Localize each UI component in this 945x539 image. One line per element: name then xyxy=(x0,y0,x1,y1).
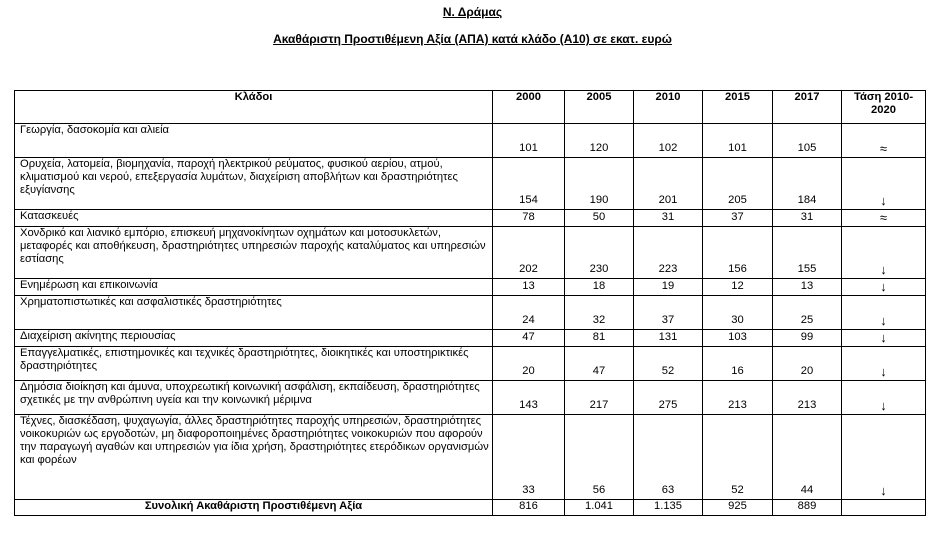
table-cell: 20 xyxy=(493,347,565,381)
table-cell: 101 xyxy=(703,124,773,158)
table-cell: 30 xyxy=(703,296,773,330)
table-cell: 31 xyxy=(773,210,842,227)
region-title: Ν. Δράμας xyxy=(442,5,503,19)
table-cell: 99 xyxy=(773,330,842,347)
table-cell: 131 xyxy=(634,330,703,347)
table-cell: 24 xyxy=(493,296,565,330)
sector-label: Τέχνες, διασκέδαση, ψυχαγωγία, άλλες δραστηριότητες παροχής υπηρεσιών, δραστηριότητες νοικοκυριών ως εργοδοτών, μη διαφοροποιημένες δραστηριότητες νοικοκυριών που αφορούν την παραγωγή αγαθών και υπηρεσιών για ίδια χρήση, δραστηριότητες ετερόδικων οργανισμών και φορέων xyxy=(15,415,493,500)
sector-label: Χονδρικό και λιανικό εμπόριο, επισκευή μηχανοκίνητων οχημάτων και μοτοσυκλετών, μεταφορές και αποθήκευση, δραστηριότητες υπηρεσιών παροχής καταλύματος και υπηρεσιών εστίασης xyxy=(15,227,493,279)
table-cell: 217 xyxy=(565,381,634,415)
trend-cell xyxy=(842,500,926,516)
table-cell: 103 xyxy=(703,330,773,347)
table-cell: 925 xyxy=(703,500,773,516)
table-row xyxy=(15,415,926,500)
table-cell: 31 xyxy=(634,210,703,227)
table-cell: 102 xyxy=(634,124,703,158)
table-cell: 32 xyxy=(565,296,634,330)
column-header: 2010 xyxy=(634,91,703,124)
table-row xyxy=(15,381,926,415)
down-arrow-icon: ↓ xyxy=(842,381,926,415)
down-arrow-icon: ↓ xyxy=(842,227,926,279)
table-cell: 50 xyxy=(565,210,634,227)
table-cell: 56 xyxy=(565,415,634,500)
sector-label: Επαγγελματικές, επιστημονικές και τεχνικές δραστηριότητες, διοικητικές και υποστηρικτικές δραστηριότητες xyxy=(15,347,493,381)
sector-label: Δημόσια διοίκηση και άμυνα, υποχρεωτική κοινωνική ασφάλιση, εκπαίδευση, δραστηριότητες σχετικές με την ανθρώπινη υγεία και την κοινωνική μέριμνα xyxy=(15,381,493,415)
table-cell: 275 xyxy=(634,381,703,415)
table-cell: 101 xyxy=(493,124,565,158)
table-cell: 213 xyxy=(773,381,842,415)
table-cell: 120 xyxy=(565,124,634,158)
table-cell: 201 xyxy=(634,158,703,210)
table-cell: 78 xyxy=(493,210,565,227)
table-cell: 20 xyxy=(773,347,842,381)
sector-label: Διαχείριση ακίνητης περιουσίας xyxy=(15,330,493,347)
down-arrow-icon: ↓ xyxy=(842,158,926,210)
table-cell: 52 xyxy=(634,347,703,381)
table-cell: 156 xyxy=(703,227,773,279)
table-row xyxy=(15,210,926,227)
table-cell: 213 xyxy=(703,381,773,415)
down-arrow-icon: ↓ xyxy=(842,415,926,500)
total-label: Συνολική Ακαθάριστη Προστιθέμενη Αξία xyxy=(15,500,493,516)
table-cell: 190 xyxy=(565,158,634,210)
table-row xyxy=(15,158,926,210)
column-header: Κλάδοι xyxy=(15,91,493,124)
table-row xyxy=(15,227,926,279)
sector-label: Γεωργία, δασοκομία και αλιεία xyxy=(15,124,493,158)
table-cell: 52 xyxy=(703,415,773,500)
approx-icon: ≈ xyxy=(842,124,926,158)
table-cell: 205 xyxy=(703,158,773,210)
table-cell: 25 xyxy=(773,296,842,330)
total-row xyxy=(15,500,926,516)
table-cell: 12 xyxy=(703,279,773,296)
table-cell: 184 xyxy=(773,158,842,210)
column-header: 2015 xyxy=(703,91,773,124)
down-arrow-icon: ↓ xyxy=(842,296,926,330)
table-cell: 63 xyxy=(634,415,703,500)
table-cell: 889 xyxy=(773,500,842,516)
table-cell: 1.041 xyxy=(565,500,634,516)
table-cell: 81 xyxy=(565,330,634,347)
table-cell: 33 xyxy=(493,415,565,500)
table-subtitle: Ακαθάριστη Προστιθέμενη Αξία (ΑΠΑ) κατά κλάδο (Α10) σε εκατ. ευρώ xyxy=(273,32,672,46)
column-header: 2000 xyxy=(493,91,565,124)
sector-label: Ενημέρωση και επικοινωνία xyxy=(15,279,493,296)
table-cell: 13 xyxy=(773,279,842,296)
table-cell: 230 xyxy=(565,227,634,279)
column-header: 2017 xyxy=(773,91,842,124)
table-cell: 16 xyxy=(703,347,773,381)
table-cell: 143 xyxy=(493,381,565,415)
table-cell: 19 xyxy=(634,279,703,296)
gva-table xyxy=(14,90,926,516)
column-header: Τάση 2010-2020 xyxy=(842,91,926,124)
table-row xyxy=(15,347,926,381)
table-cell: 202 xyxy=(493,227,565,279)
table-cell: 37 xyxy=(703,210,773,227)
table-row xyxy=(15,124,926,158)
header-row xyxy=(15,91,926,124)
table-cell: 13 xyxy=(493,279,565,296)
down-arrow-icon: ↓ xyxy=(842,279,926,296)
table-cell: 816 xyxy=(493,500,565,516)
table-cell: 44 xyxy=(773,415,842,500)
table-row xyxy=(15,279,926,296)
table-cell: 223 xyxy=(634,227,703,279)
table-cell: 155 xyxy=(773,227,842,279)
table-cell: 105 xyxy=(773,124,842,158)
table-row xyxy=(15,296,926,330)
table-cell: 1.135 xyxy=(634,500,703,516)
sector-label: Χρηματοπιστωτικές και ασφαλιστικές δραστηριότητες xyxy=(15,296,493,330)
approx-icon: ≈ xyxy=(842,210,926,227)
table-cell: 18 xyxy=(565,279,634,296)
sector-label: Κατασκευές xyxy=(15,210,493,227)
table-row xyxy=(15,330,926,347)
down-arrow-icon: ↓ xyxy=(842,330,926,347)
column-header: 2005 xyxy=(565,91,634,124)
table-cell: 47 xyxy=(565,347,634,381)
table-cell: 37 xyxy=(634,296,703,330)
table-cell: 154 xyxy=(493,158,565,210)
sector-label: Ορυχεία, λατομεία, βιομηχανία, παροχή ηλεκτρικού ρεύματος, φυσικού αερίου, ατμού, κλιματισμού και νερού, επεξεργασία λυμάτων, διαχείριση αποβλήτων και δραστηριότητες εξυγίανσης xyxy=(15,158,493,210)
table-cell: 47 xyxy=(493,330,565,347)
down-arrow-icon: ↓ xyxy=(842,347,926,381)
